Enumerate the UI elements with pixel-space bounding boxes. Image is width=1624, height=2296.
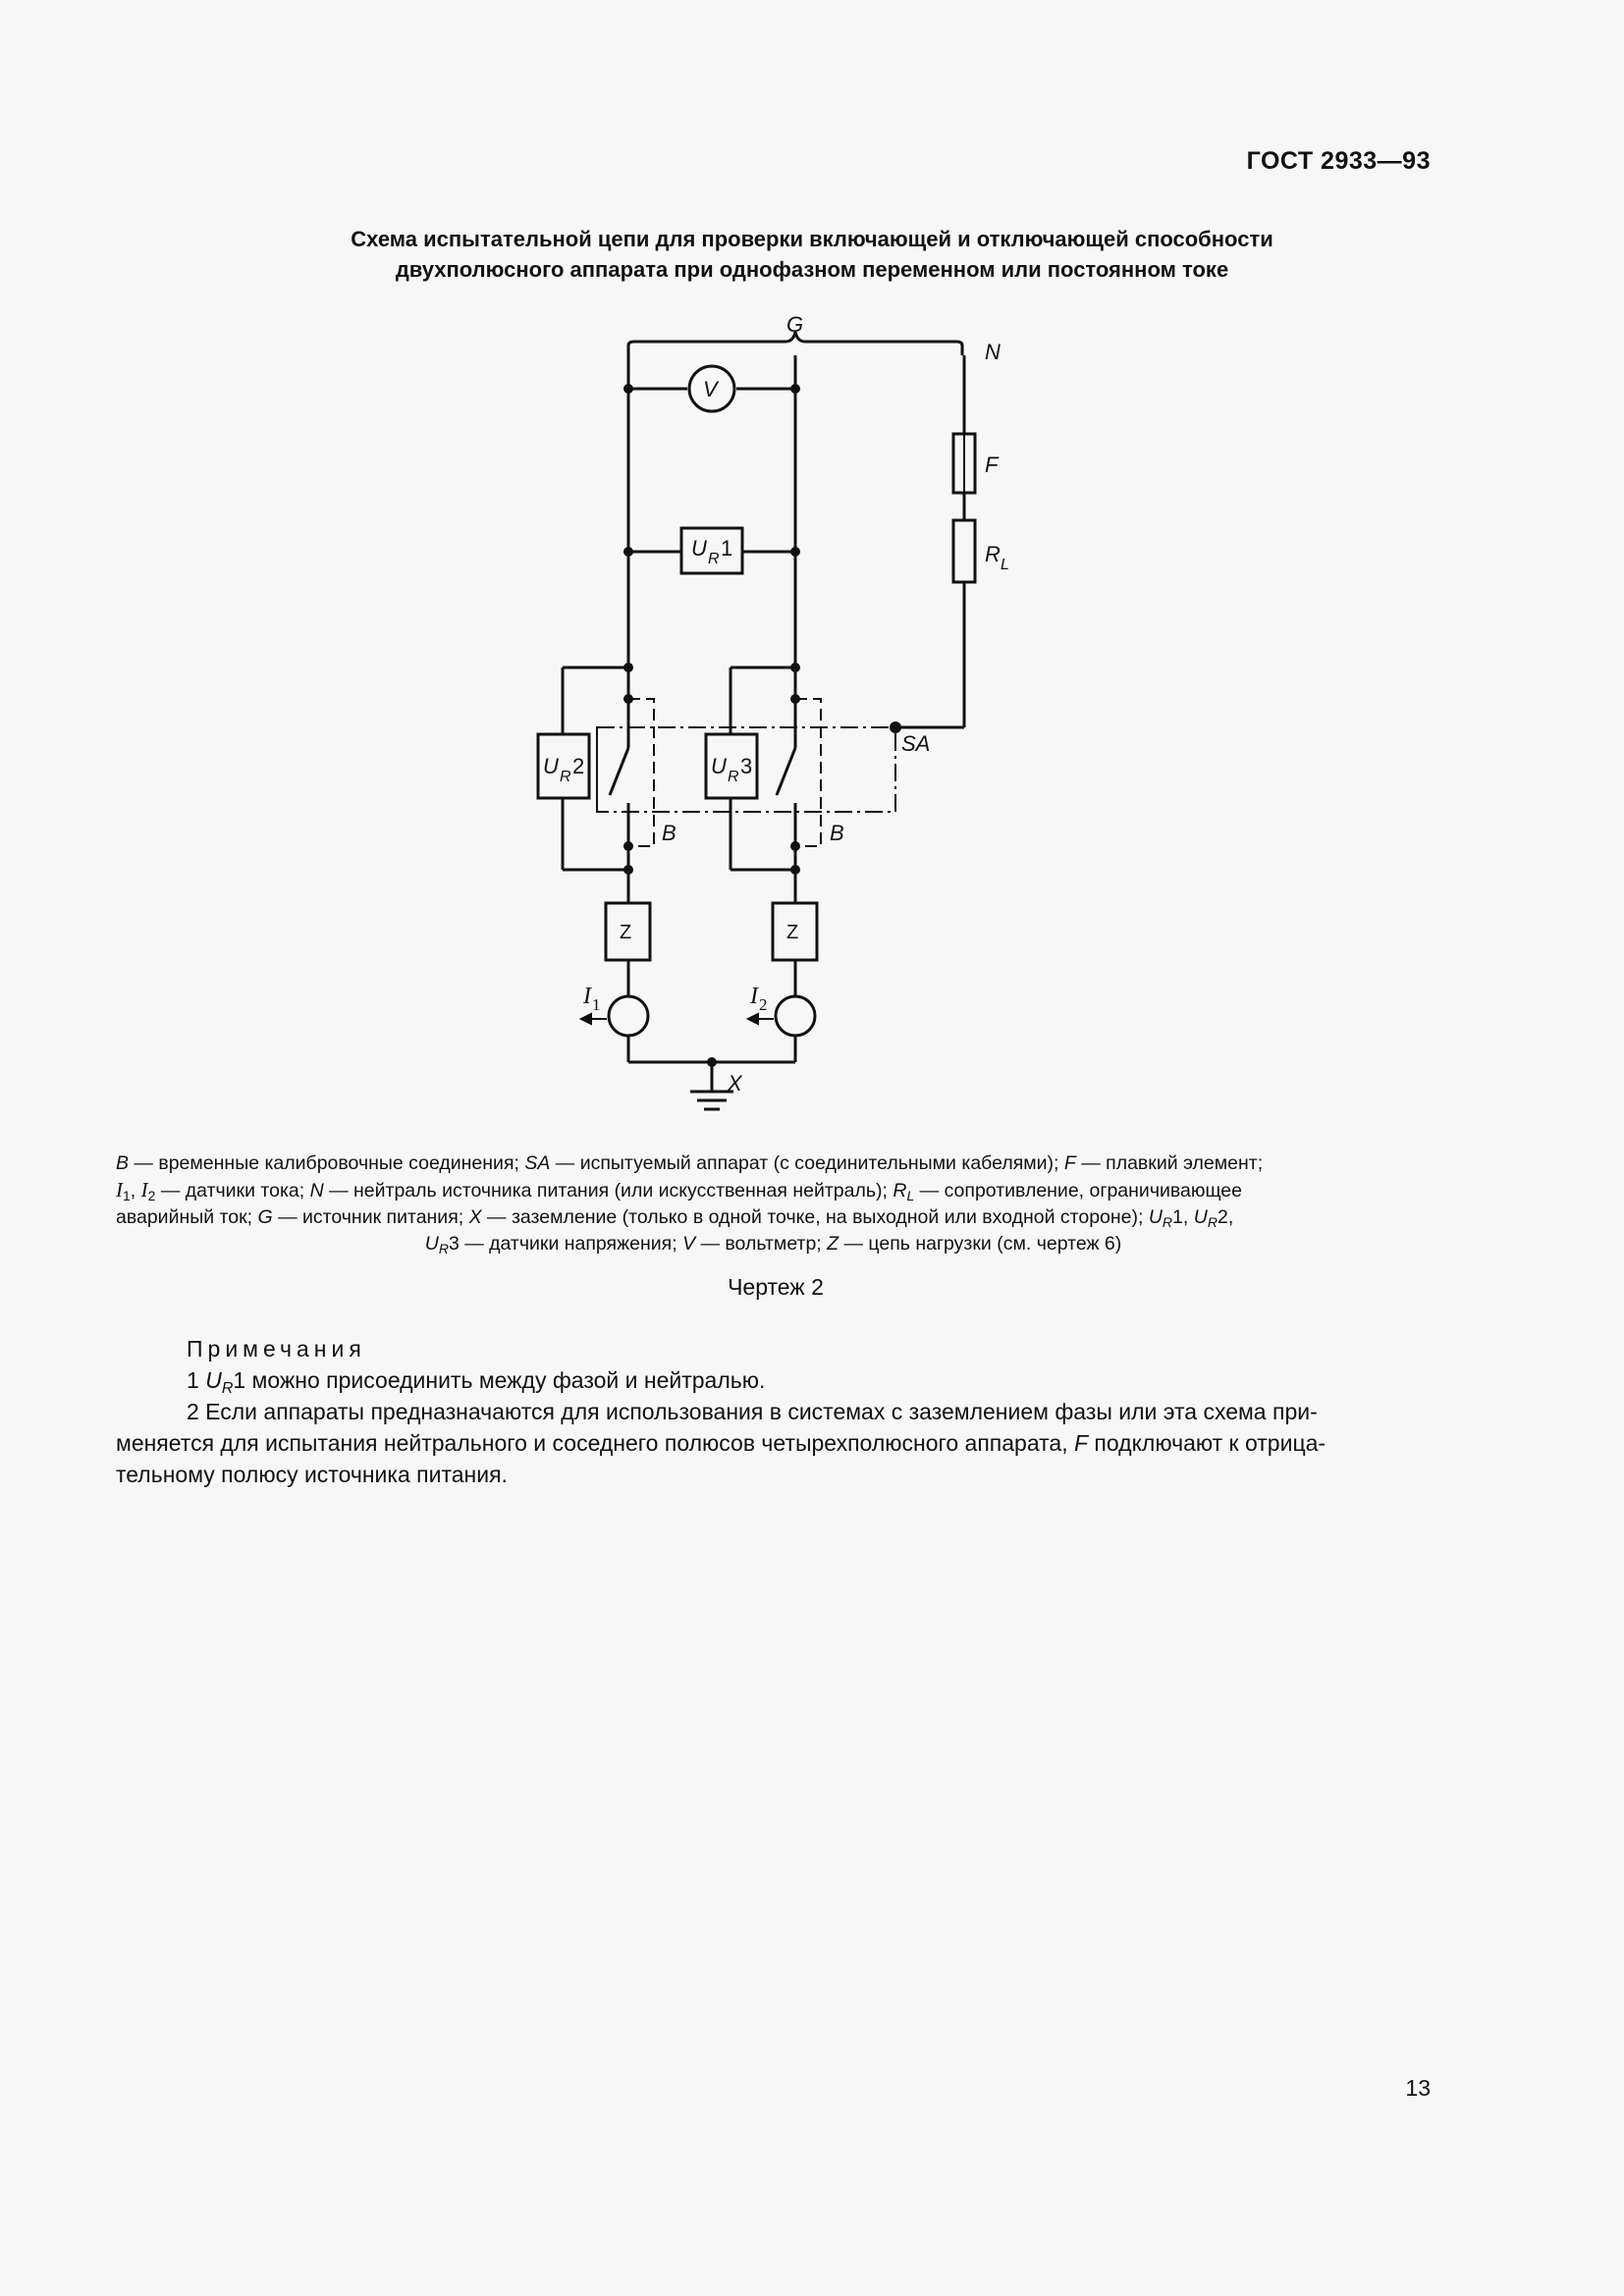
label-current-1-sub: 1 bbox=[592, 995, 601, 1014]
link-left bbox=[628, 699, 654, 846]
notes-title: Примечания bbox=[187, 1336, 366, 1362]
label-ur3-sub: R bbox=[728, 769, 739, 785]
label-neutral-n: N bbox=[985, 340, 1001, 364]
label-source-g: G bbox=[786, 312, 804, 337]
label-ground-x: X bbox=[728, 1071, 742, 1095]
label-load-z-right: Z bbox=[786, 922, 799, 943]
figure-legend bbox=[116, 1150, 1431, 1257]
label-ur1-sub: R bbox=[708, 551, 720, 567]
notes-section bbox=[116, 1333, 1431, 1490]
label-ur1-num: 1 bbox=[721, 536, 733, 561]
page-number: 13 bbox=[1405, 2075, 1431, 2101]
label-link-b-right: B bbox=[830, 821, 844, 845]
resistor-rl bbox=[953, 520, 975, 582]
label-ur3-u: U bbox=[711, 754, 727, 778]
standard-code: ГОСТ 2933—93 bbox=[1246, 147, 1431, 175]
note-2-line-3: тельному полюсу источника питания. bbox=[116, 1462, 508, 1487]
label-current-1: I bbox=[583, 984, 591, 1009]
label-ur2-num: 2 bbox=[572, 754, 585, 778]
legend-line-3: аварийный ток; G — источник питания; X — заземление (только в одной точке, на выходной или входной стороне); $U_R1$, $U_R2$, bbox=[116, 1206, 1234, 1230]
label-current-2-sub: 2 bbox=[759, 995, 768, 1014]
label-ur3-num: 3 bbox=[740, 754, 753, 778]
label-apparatus-sa: SA bbox=[901, 731, 931, 756]
figure-caption: Чертеж 2 bbox=[728, 1274, 824, 1300]
note-1: 1 $U_R1$ можно присоединить между фазой и нейтралью. bbox=[187, 1367, 766, 1397]
label-resistor-sub-l: L bbox=[1001, 557, 1009, 573]
label-fuse-f: F bbox=[985, 453, 999, 477]
legend-line-2: $I_1$, $I_2$ — датчики тока; N — нейтраль источника питания (или искусственная нейтраль); $R_L$ — сопротивление, ограничивающее bbox=[116, 1178, 1242, 1203]
components bbox=[538, 366, 975, 1036]
label-voltmeter-v: V bbox=[703, 377, 718, 401]
note-2-line-2: меняется для испытания нейтрального и соседнего полюсов четырехполюсного аппарата, F подключают к отрица- bbox=[116, 1430, 1326, 1456]
label-load-z-left: Z bbox=[620, 922, 632, 943]
legend-line-4: $U_R3$ — датчики напряжения; V — вольтметр; Z — цепь нагрузки (см. чертеж 6) bbox=[424, 1233, 1122, 1256]
figure-title-line-1: Схема испытательной цепи для проверки включающей и отключающей способности bbox=[351, 227, 1273, 251]
label-ur2-sub: R bbox=[560, 769, 571, 785]
label-link-b-left: B bbox=[662, 821, 677, 845]
label-current-2: I bbox=[750, 984, 758, 1009]
circuit-wires bbox=[563, 332, 964, 1092]
current-sensor-1 bbox=[609, 996, 648, 1036]
label-resistor-r: R bbox=[985, 542, 1001, 566]
note-2-line-1: 2 Если аппараты предназначаются для использования в системах с заземлением фазы или эта схема при- bbox=[187, 1399, 1318, 1424]
junction-dots bbox=[623, 384, 901, 1067]
link-right bbox=[795, 699, 821, 846]
label-ur1-u: U bbox=[691, 536, 707, 561]
current-sensor-2 bbox=[776, 996, 815, 1036]
figure-title-line-2: двухполюсного аппарата при однофазном переменном или постоянном токе bbox=[395, 257, 1229, 282]
legend-line-1: B — временные калибровочные соединения; SA — испытуемый аппарат (с соединительными кабелями); F — плавкий элемент; bbox=[116, 1152, 1264, 1174]
label-ur2-u: U bbox=[543, 754, 559, 778]
